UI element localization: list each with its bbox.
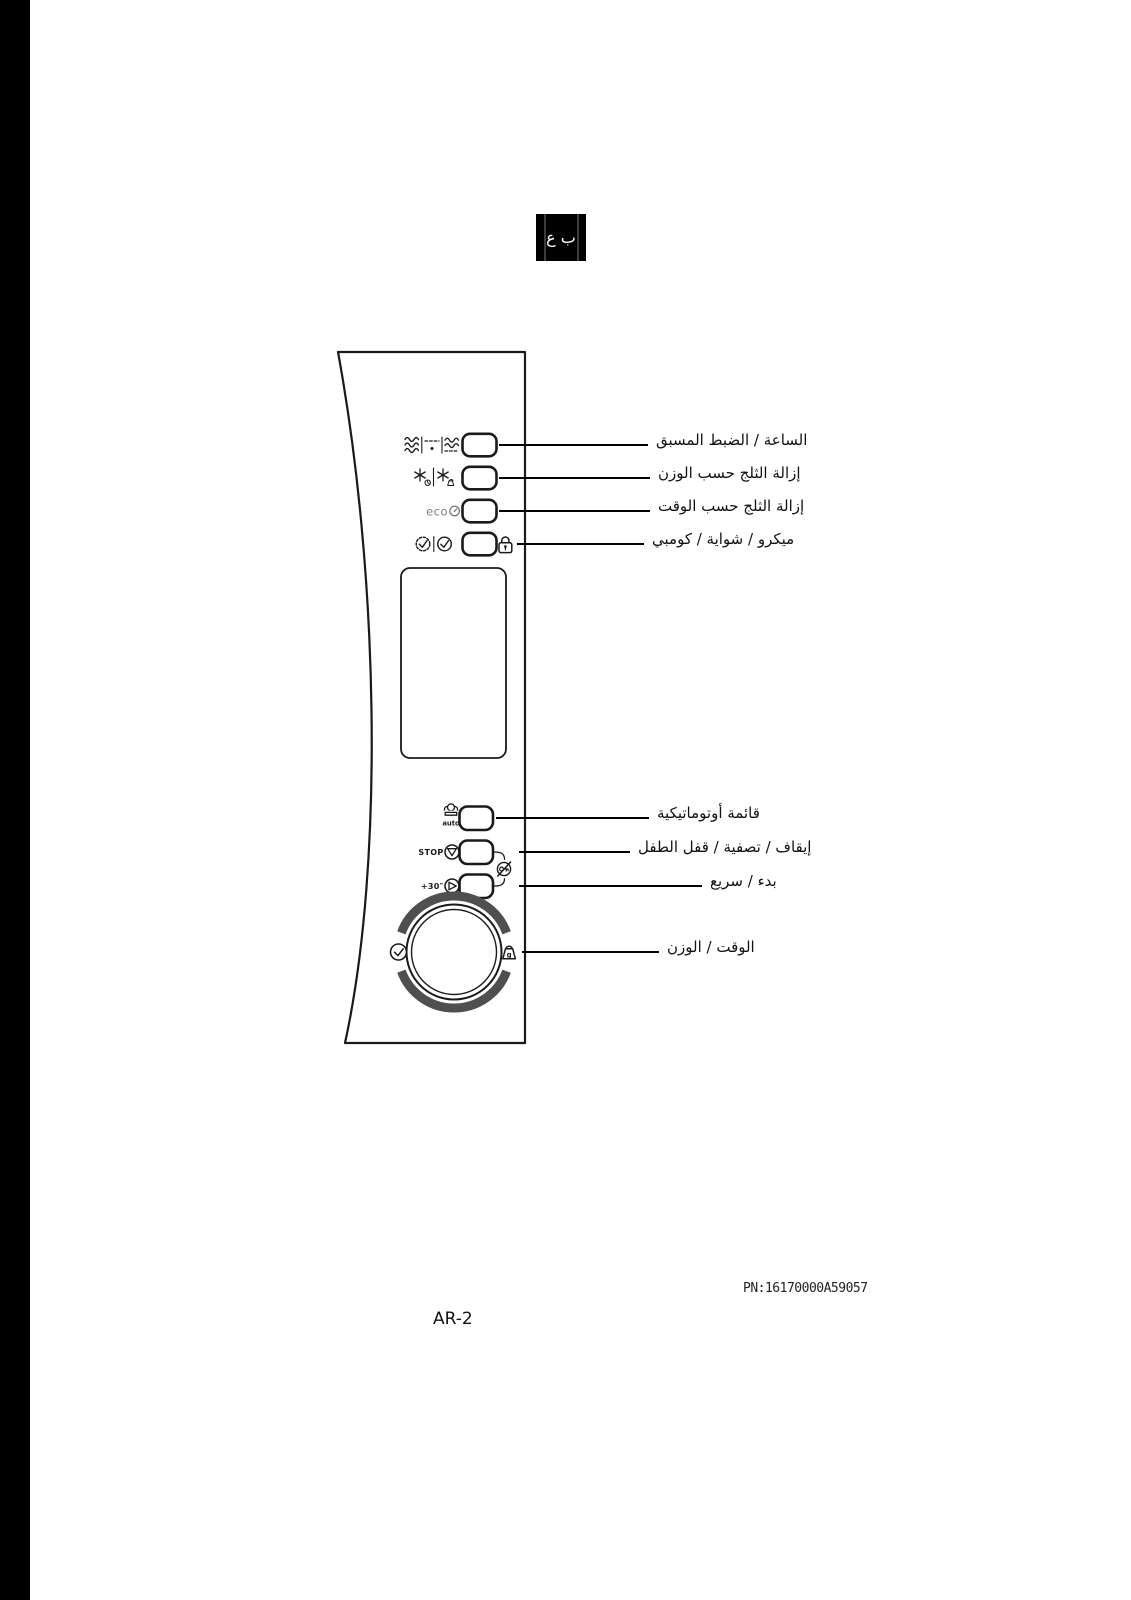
page-number: AR-2	[433, 1309, 473, 1329]
dial-knob-outer	[407, 905, 502, 1000]
callout-line-clock-preset	[499, 444, 648, 446]
auto-label: auto	[442, 819, 460, 828]
callout-auto-menu: قائمة أوتوماتيكية	[657, 804, 760, 822]
callout-line-stop-clear	[519, 851, 630, 853]
dial-time-icon	[391, 944, 407, 960]
stop-label: STOP	[418, 848, 444, 857]
auto-menu-button	[460, 807, 494, 831]
callout-line-defrost-time	[499, 510, 650, 512]
micro-grill-combi-button	[463, 533, 497, 556]
callout-line-defrost-weight	[499, 477, 650, 479]
eco-label: eco	[426, 504, 448, 519]
callout-line-micro-grill-combi	[517, 543, 644, 545]
callout-micro-grill-combi: ميكرو / شواية / كومبي	[652, 530, 795, 548]
defrost-time-button	[463, 500, 497, 523]
callout-defrost-time: إزالة الثلج حسب الوقت	[658, 497, 805, 515]
badge-divider-line	[544, 214, 546, 261]
callout-line-start-quick	[519, 885, 702, 887]
stop-clear-button	[460, 841, 494, 865]
control-panel-diagram	[330, 345, 530, 1055]
callout-line-time-weight	[522, 951, 659, 953]
badge-divider-line	[577, 214, 579, 261]
callout-start-quick: بدء / سريع	[710, 872, 777, 890]
svg-text:g: g	[506, 951, 512, 959]
page-edge-black-strip	[0, 0, 30, 1600]
clock-preset-button	[463, 434, 497, 457]
child-lock-key-icon	[497, 862, 510, 876]
callout-clock-preset: الساعة / الضبط المسبق	[656, 431, 808, 449]
callout-stop-clear-childlock: إيقاف / تصفية / قفل الطفل	[638, 838, 812, 856]
part-number: PN:16170000A59057	[743, 1281, 868, 1296]
quick-start-label: +30″	[420, 882, 444, 891]
callout-time-weight: الوقت / الوزن	[667, 938, 755, 956]
callout-defrost-weight: إزالة الثلج حسب الوزن	[658, 464, 801, 482]
callout-line-auto-menu	[496, 817, 649, 819]
defrost-weight-button	[463, 467, 497, 490]
language-tab-badge	[536, 214, 586, 261]
language-tab-label: ب ع	[546, 228, 576, 247]
